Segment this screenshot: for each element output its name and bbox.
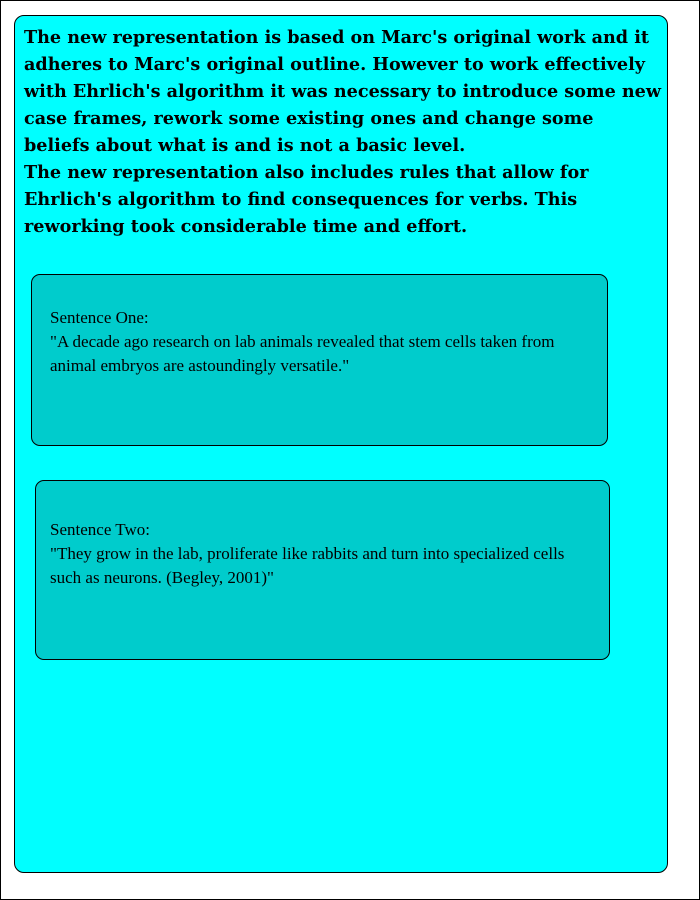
- sentence-two-quote: "They grow in the lab, proliferate like rabbits and turn into specialized cells such as neurons. (Begley, 2001)": [50, 544, 565, 587]
- sentence-one-heading: Sentence One:: [50, 308, 149, 327]
- sentence-one-content: [50, 306, 590, 378]
- sentence-two-box: [35, 480, 610, 660]
- intro-paragraph-1: The new representation is based on Marc's original work and it adheres to Marc's original outline. However to work effectively with Ehrlich's algorithm it was necessary to introduce some new case frames, rework some existing ones and change some beliefs about what is and is not a basic level.: [24, 27, 662, 156]
- slide-panel: [14, 15, 668, 873]
- intro-paragraph-2: The new representation also includes rules that allow for Ehrlich's algorithm to find consequences for verbs. This reworking took considerable time and effort.: [24, 162, 589, 237]
- sentence-one-box: [31, 274, 608, 446]
- intro-text: [24, 24, 664, 240]
- sentence-two-heading: Sentence Two:: [50, 520, 150, 539]
- sentence-one-quote: "A decade ago research on lab animals revealed that stem cells taken from animal embryos are astoundingly versatile.": [50, 332, 555, 375]
- sentence-two-content: [50, 518, 595, 590]
